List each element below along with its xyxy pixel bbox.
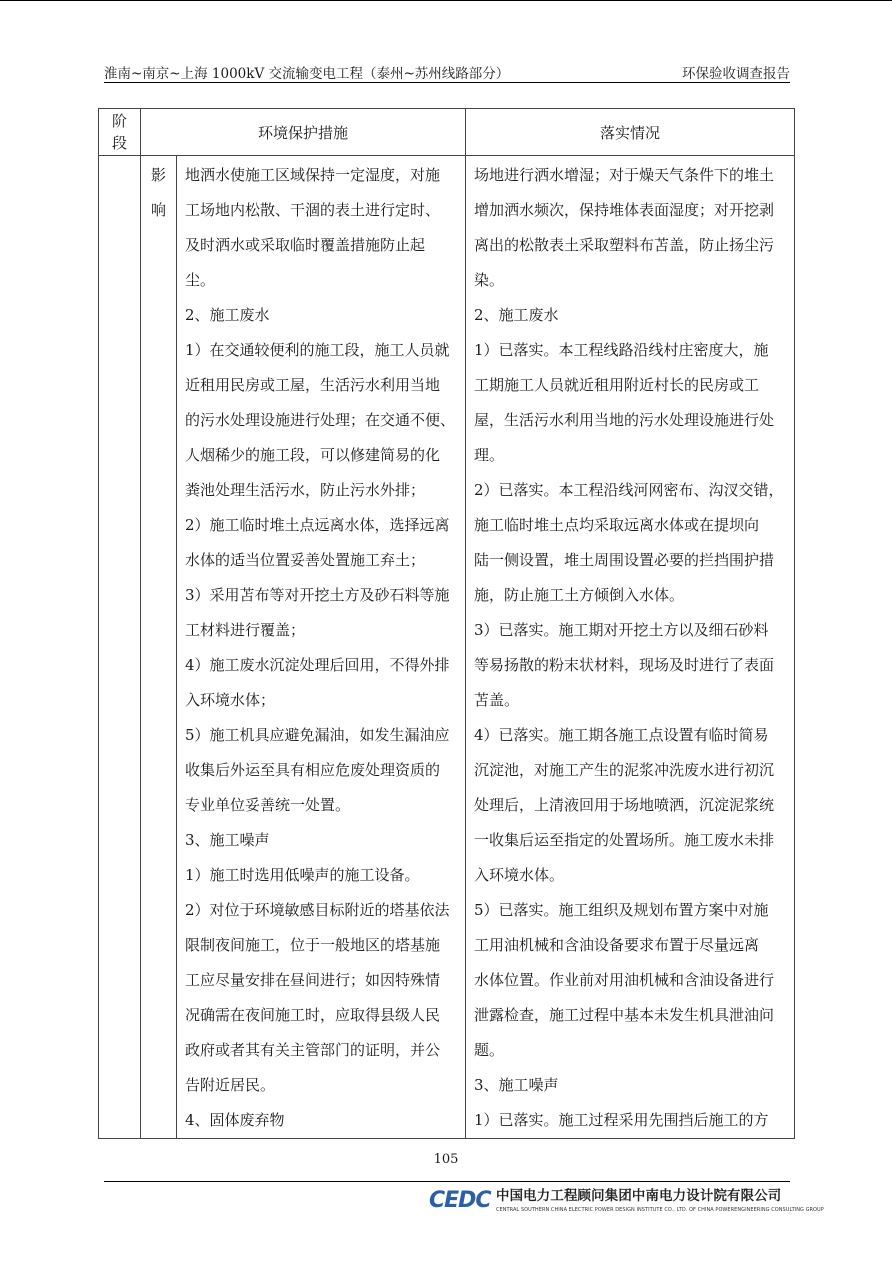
- text-line: 水体位置。作业前对用油机械和含油设备进行: [474, 971, 775, 989]
- page-number: 105: [433, 1152, 459, 1167]
- text-line: 5）已落实。施工组织及规划布置方案中对施: [474, 901, 769, 919]
- col-header-status: 落实情况: [466, 109, 795, 156]
- svg-text:CEDC: CEDC: [429, 1188, 491, 1212]
- text-line: 1）已落实。施工过程采用先围挡后施工的方: [474, 1111, 769, 1129]
- text-line: 近租用民房或工屋，生活污水利用当地: [185, 376, 441, 394]
- text-line: 专业单位妥善统一处置。: [185, 796, 351, 814]
- page-header: [104, 62, 790, 82]
- text-line: 场地进行洒水增湿；对于燥天气条件下的堆土: [474, 166, 775, 184]
- stage-label: 阶 段: [111, 112, 127, 152]
- text-line: 水体的适当位置妥善处置施工弃土；: [185, 551, 426, 569]
- col-header-stage: [99, 109, 141, 156]
- text-line: 4、固体废弃物: [185, 1111, 285, 1129]
- text-line: 1）在交通较便利的施工段，施工人员就: [185, 341, 450, 359]
- company-name-cn: 中国电力工程顾问集团中南电力设计院有限公司: [496, 1189, 782, 1204]
- measures-table: [98, 108, 795, 1139]
- sub-category-char: 影: [150, 166, 166, 184]
- text-line: 入环境水体。: [474, 866, 565, 884]
- text-line: 等易扬散的粉末状材料，现场及时进行了表面: [474, 656, 775, 674]
- text-line: 泄露检查，施工过程中基本未发生机具泄油问: [474, 1006, 775, 1024]
- text-line: 及时洒水或采取临时覆盖措施防止起: [185, 236, 426, 254]
- text-line: 况确需在夜间施工时，应取得县级人民: [185, 1006, 441, 1024]
- text-line: 工材料进行覆盖；: [185, 621, 306, 639]
- text-line: 粪池处理生活污水，防止污水外排；: [185, 481, 426, 499]
- text-line: 2）施工临时堆土点远离水体，选择远离: [185, 516, 450, 534]
- text-line: 离出的松散表土采取塑料布苫盖，防止扬尘污: [474, 236, 775, 254]
- text-line: 入环境水体；: [185, 691, 276, 709]
- text-line: 的污水处理设施进行处理；在交通不便、: [185, 411, 456, 429]
- text-line: 3、施工噪声: [474, 1076, 559, 1094]
- table-header-row: [99, 109, 795, 156]
- text-line: 屋，生活污水利用当地的污水处理设施进行处: [474, 411, 775, 429]
- text-line: 尘。: [185, 271, 216, 289]
- text-line: 苫盖。: [474, 691, 520, 709]
- text-line: 工场地内松散、干涸的表土进行定时、: [185, 201, 441, 219]
- top-border-line: [0, 0, 892, 1]
- text-line: 地洒水使施工区域保持一定湿度，对施: [185, 166, 441, 184]
- text-line: 5）施工机具应避免漏油，如发生漏油应: [185, 726, 450, 744]
- text-line: 2、施工废水: [185, 306, 270, 324]
- text-line: 3）采用苫布等对开挖土方及砂石料等施: [185, 586, 450, 604]
- text-line: 3、施工噪声: [185, 831, 270, 849]
- text-line: 3）已落实。施工期对开挖土方以及细石砂料: [474, 621, 769, 639]
- text-line: 工期施工人员就近租用附近村长的民房或工: [474, 376, 760, 394]
- text-line: 沉淀池，对施工产生的泥浆冲洗废水进行初沉: [474, 761, 775, 779]
- text-line: 人烟稀少的施工段，可以修建简易的化: [185, 446, 441, 464]
- footer-rule: [104, 1181, 790, 1182]
- text-line: 题。: [474, 1041, 505, 1059]
- text-line: 施，防止施工土方倾倒入水体。: [474, 586, 685, 604]
- text-line: 工应尽量安排在昼间进行；如因特殊情: [185, 971, 441, 989]
- sub-category-char: 响: [150, 201, 166, 219]
- text-line: 限制夜间施工，位于一般地区的塔基施: [185, 936, 441, 954]
- project-title: 淮南~南京~上海 1000kV 交流输变电工程（泰州~苏州线路部分）: [104, 66, 510, 82]
- text-line: 告附近居民。: [185, 1076, 276, 1094]
- text-line: 1）已落实。本工程线路沿线村庄密度大，施: [474, 341, 769, 359]
- text-line: 2）已落实。本工程沿线河网密布、沟汊交错，: [474, 481, 784, 499]
- text-line: 2）对位于环境敏感目标附近的塔基依法: [185, 901, 450, 919]
- text-line: 增加洒水频次，保持堆体表面湿度；对开挖剥: [474, 201, 775, 219]
- text-line: 政府或者其有关主管部门的证明，并公: [185, 1041, 441, 1059]
- text-line: 处理后，上清液回用于场地喷洒，沉淀泥浆统: [474, 796, 775, 814]
- report-title: 环保验收调查报告: [682, 66, 790, 82]
- text-line: 2、施工废水: [474, 306, 559, 324]
- company-block: [496, 1185, 824, 1213]
- company-logo: [428, 1184, 492, 1212]
- text-line: 陆一侧设置，堆土周围设置必要的拦挡围护措: [474, 551, 775, 569]
- col-header-measures: 环境保护措施: [141, 109, 466, 156]
- text-line: 1）施工时选用低噪声的施工设备。: [185, 866, 420, 884]
- measures-cell: [177, 156, 466, 1139]
- header-rule: [104, 82, 790, 83]
- text-line: 染。: [474, 271, 505, 289]
- text-line: 工用油机械和含油设备要求布置于尽量远离: [474, 936, 760, 954]
- text-line: 收集后外运至具有相应危废处理资质的: [185, 761, 441, 779]
- text-line: 施工临时堆土点均采取远离水体或在提坝向: [474, 516, 760, 534]
- text-line: 4）施工废水沉淀处理后回用，不得外排: [185, 656, 450, 674]
- text-line: 4）已落实。施工期各施工点设置有临时简易: [474, 726, 769, 744]
- stage-cell: [99, 156, 141, 1139]
- sub-category-cell: [141, 156, 177, 1139]
- company-name-en: CENTRAL SOUTHERN CHINA ELECTRIC POWER DESIGN INSTITUTE CO., LTD. OF CHINA POWERENGINEERING CONSULTING GROUP: [496, 1207, 824, 1213]
- text-line: 一收集后运至指定的处置场所。施工废水未排: [474, 831, 775, 849]
- table-row: [99, 156, 795, 1139]
- status-cell: [466, 156, 795, 1139]
- text-line: 理。: [474, 446, 505, 464]
